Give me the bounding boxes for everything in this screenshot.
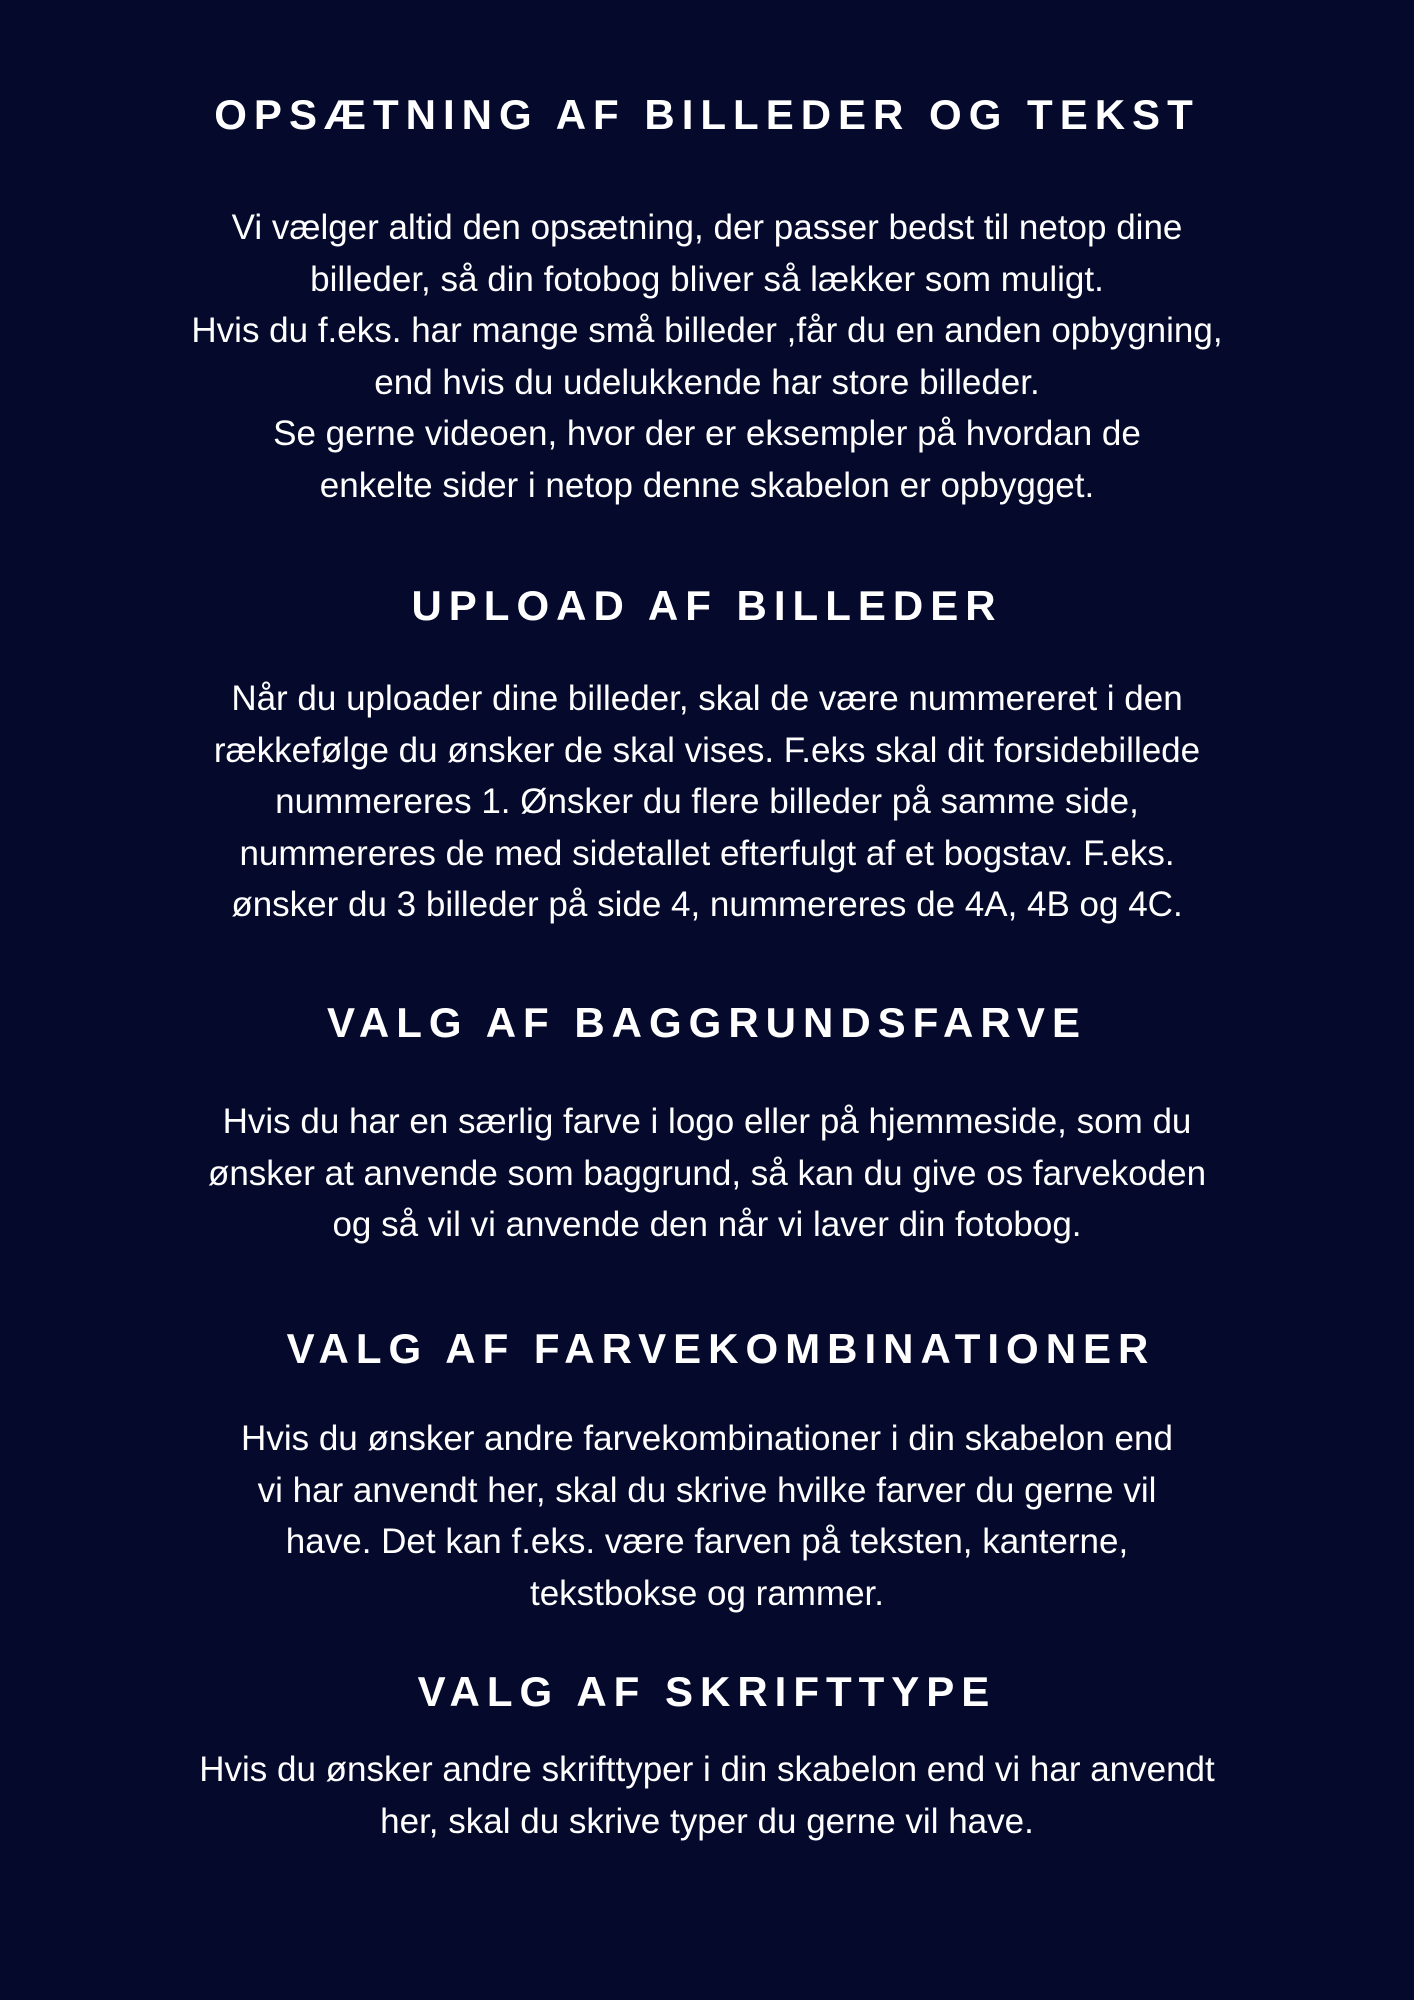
body-line: rækkefølge du ønsker de skal vises. F.eks skal dit forsidebillede xyxy=(213,730,1201,770)
section-body xyxy=(0,673,1414,931)
body-line: Se gerne videoen, hvor der er eksempler på hvordan de xyxy=(273,414,1141,453)
body-line: enkelte sider i netop denne skabelon er opbygget. xyxy=(319,465,1095,505)
section-heading: VALG AF FARVEKOMBINATIONER xyxy=(286,1325,1156,1372)
section-heading: OPSÆTNING AF BILLEDER OG TEKST xyxy=(214,91,1200,138)
body-line: nummereres de med sidetallet efterfulgt af et bogstav. F.eks. xyxy=(239,833,1175,873)
section-baggrundsfarve xyxy=(0,998,1414,1048)
section-skrifttype xyxy=(0,1667,1414,1717)
body-line: end hvis du udelukkende har store billeder. xyxy=(374,362,1040,402)
body-line: Hvis du f.eks. har mange små billeder ,får du en anden opbygning, xyxy=(191,311,1223,350)
section-body xyxy=(0,1744,1414,1847)
body-line: billeder, så din fotobog bliver så lækker som muligt. xyxy=(310,259,1104,299)
body-line: og så vil vi anvende den når vi laver din fotobog. xyxy=(332,1205,1082,1244)
section-baggrundsfarve-body xyxy=(0,1096,1414,1251)
body-line: have. Det kan f.eks. være farven på teksten, kanterne, xyxy=(285,1522,1129,1561)
section-opsaetning xyxy=(0,90,1414,140)
section-upload-body xyxy=(0,673,1414,931)
body-line: Hvis du ønsker andre farvekombinationer i din skabelon end xyxy=(241,1419,1173,1458)
body-line: tekstbokse og rammer. xyxy=(529,1573,885,1613)
body-line: ønsker du 3 billeder på side 4, nummereres de 4A, 4B og 4C. xyxy=(231,885,1183,924)
section-heading: VALG AF SKRIFTTYPE xyxy=(417,1668,997,1715)
section-skrifttype-body xyxy=(0,1744,1414,1847)
body-line: her, skal du skrive typer du gerne vil have. xyxy=(380,1801,1034,1841)
section-farvekombinationer xyxy=(0,1324,1414,1374)
section-heading: UPLOAD AF BILLEDER xyxy=(411,582,1003,629)
body-line: Vi vælger altid den opsætning, der passer bedst til netop dine xyxy=(231,208,1183,247)
body-line: Hvis du ønsker andre skrifttyper i din skabelon end vi har anvendt xyxy=(199,1750,1215,1789)
body-line: Når du uploader dine billeder, skal de være nummereret i den xyxy=(231,679,1183,718)
section-heading: VALG AF BAGGRUNDSFARVE xyxy=(327,999,1087,1046)
section-body xyxy=(0,202,1414,511)
section-farvekombinationer-body xyxy=(0,1413,1414,1619)
section-upload xyxy=(0,581,1414,631)
body-line: Hvis du har en særlig farve i logo eller på hjemmeside, som du xyxy=(222,1102,1192,1141)
body-line: ønsker at anvende som baggrund, så kan du give os farvekoden xyxy=(207,1153,1207,1193)
section-body xyxy=(0,1413,1414,1619)
body-line: nummereres 1. Ønsker du flere billeder på samme side, xyxy=(275,782,1139,821)
body-line: vi har anvendt her, skal du skrive hvilke farver du gerne vil xyxy=(257,1470,1157,1510)
section-opsaetning-body xyxy=(0,202,1414,511)
section-body xyxy=(0,1096,1414,1251)
